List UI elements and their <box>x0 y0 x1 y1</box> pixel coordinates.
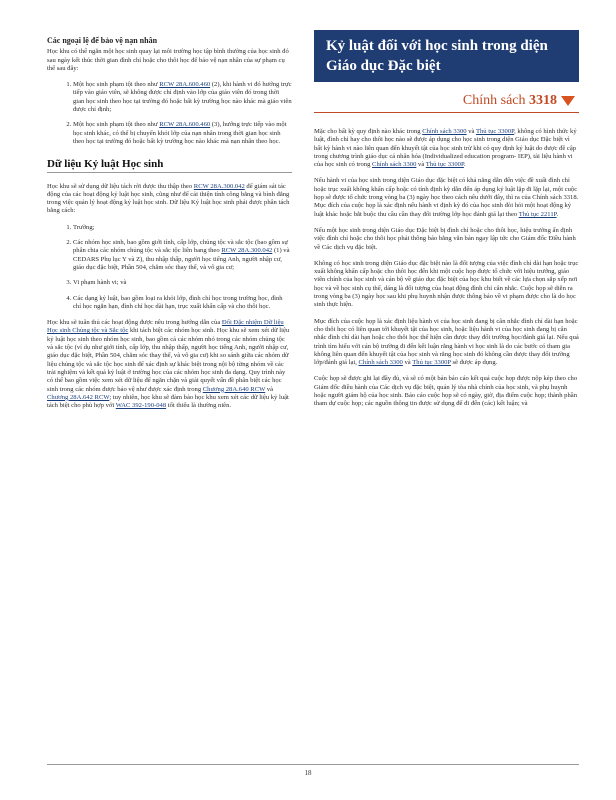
paragraph: Mục đích của cuộc họp là xác định liệu hành vi của học sinh đang bị cân nhắc đình chỉ dài hạn hoặc cho thôi học có liên quan tới khuyết tật của học sinh, hoặc liệu hành vi của học sinh đang bị cân nhắc đình chỉ dài hạn hoặc cho thôi học thể hiện cần được thay đổi trường học/đánh giá lại. Nếu quá trình tìm hiểu với cán bộ trường đi đến kết luận rằng hành vi học sinh là do các bước có tham gia không liên quan đến khuyết tật của học sinh và rằng học sinh đó không cần được thay đổi trường lớp/đánh giá lại, Chính sách 3300 và Thủ tục 3300P sẽ được áp dụng. <box>314 317 579 367</box>
wac-link[interactable]: WAC 392-190-048 <box>115 402 167 410</box>
paragraph: Cuộc họp sẽ được ghi lại đầy đủ, và sẽ có một bản báo cáo kết quả cuộc họp được nộp kèp theo cho Giám đốc điều hành của Các dịch vụ đặc biệt, quản lý tòa nhà chính của học sinh, và phụ huynh hoặc người giám hộ của học sinh. Báo cáo cuộc họp sẽ có ngày, giờ, địa điểm cuộc họp; thành phần tham dự cuộc họp; các nguồn thông tin được sử dụng để đi đến (các) kết luận; và <box>314 375 578 408</box>
rcw-link[interactable]: RCW 28A.300.042 <box>193 182 245 190</box>
discipline-data-intro: Học khu sẽ sử dụng dữ liệu tách rời được thu thập theo RCW 28A.300.042 để giám sát tác động của các hoạt động kỷ luật học sinh, cũng như để cải thiện tính công bằng và bình đẳng trong việc quản lý hoạt động kỷ luật học sinh. Dữ liệu Kỷ luật học sinh phải được phân tách bằng cách: <box>47 182 290 215</box>
data-review-paragraph: Học khu sẽ tuân thủ các hoạt động được nêu trong hướng dẫn của Đối Đặc nhiệm Dữ liệu Học sinh Chủng tộc và Sắc tộc khi tách biệt các nhóm học sinh. Học khu sẽ xem xét dữ liệu kỷ luật học sinh theo nhóm học sinh, bao gồm cả các nhóm nhỏ trong các nhóm chủng tộc và sắc tộc (ví dụ như giới tính, cấp lớp, thu nhập thấp, người học tiếng Anh, người nhập cư, giáo dục đặc biệt, Phần 504, chăm sóc thay thế, và vô gia cư) khi so sánh giữa các nhóm dữ liệu chủng tộc và sắc tộc học sinh để xác định sự khác biệt trong nội bộ từng nhóm về các trải nghiệm và kết quả kỷ luật ở trường học của các nhóm học sinh đa dạng. Quy trình này có thể bao gồm việc xem xét dữ liệu để ngăn chặn và giải quyết vấn đề phân biệt các học sinh trong các nhóm được bảo vệ như được xác định trong Chương 28A.640 RCW và Chương 28A.642 RCW; tuy nhiên, học khu sẽ đảm bảo học khu xem xét các dữ liệu kỷ luật tách biệt cho phù hợp với WAC 392-190-048 tốt thiểu là thường niên. <box>47 319 290 410</box>
exception-item: 1. Một học sinh phạm tội theo như RCW 28A.600.460 (2), khi hành vi đó hướng trực tiếp vào giáo viên, sẽ không được chỉ định vào lớp của giáo viên đó trong thời gian học sinh theo học tại trường đó hoặc bất kỳ trường học nào khác mà giáo viên được chỉ định; <box>73 81 292 114</box>
rcw-link[interactable]: RCW 28A.600.460 <box>159 81 211 89</box>
policy-link[interactable]: Chính sách 3300 <box>358 359 403 367</box>
paragraph: Mặc cho bất kỳ quy định nào khác trong Chính sách 3300 và Thủ tục 3300P, không có hình thức kỷ luật, đình chỉ hay cho thôi học nào sẽ được áp dụng cho học sinh trong diện Giáo dục Đặc biệt vì bất kỳ hành vi nào liên quan đến khuyết tật của học sinh trừ khi có quy định kỷ luật do được đề cập trong chương trình giáo dục cá nhân hóa (Individualized education program- IEP), tài liệu hành vi của học sinh có trong Chính sách 3300 và Thủ tục 3300P. <box>314 128 577 169</box>
procedure-link[interactable]: Thủ tục 3300P <box>475 128 515 135</box>
rcw-link[interactable]: Chương 28A.642 RCW <box>47 393 110 401</box>
triangle-down-icon <box>561 96 575 106</box>
rcw-link[interactable]: RCW 28A.300.042 <box>221 247 273 255</box>
rcw-link[interactable]: RCW 28A.600.460 <box>159 121 211 129</box>
list-item: 3. Vi phạm hành vi; và <box>73 279 292 287</box>
list-item: 4. Các dạng kỷ luật, bao gồm loại ra khỏi lớp, đình chỉ học trong trường học, đình chỉ học ngắn hạn, đình chỉ học dài hạn, trục xuất khẩn cấp và cho thôi học. <box>73 295 292 312</box>
procedure-link[interactable]: Thủ tục 2211P <box>518 210 557 218</box>
right-column <box>314 128 579 417</box>
task-force-link[interactable]: Đối Đặc nhiệm Dữ liệu Học sinh Chủng tộc và Sắc tộc <box>47 319 284 335</box>
paragraph: Không có học sinh trong diện Giáo dục đặc biệt nào là đối tượng của việc đình chỉ dài hạn hoặc trục xuất không khẩn cấp hoặc cho thôi học đến khi một cuộc họp được tổ chức với hiệu trưởng, giáo viên chính của học sinh và cán bộ về giáo dục đặc biệt của học khu biết về các lựa chọn sắp xếp nơi học và về học sinh cụ thể, dáng là đối tượng của hoạt động đình chỉ cân nhắc. Cuộc họp sẽ diễn ra trong vòng ba (3) ngày học sau khi phụ huynh nhận được thông báo về vi phạm được cho là do học sinh thực hiện. <box>314 259 579 309</box>
rcw-link[interactable]: Chương 28A.640 RCW <box>202 385 266 393</box>
paragraph: Nếu hành vi của học sinh trong diện Giáo dục đặc biệt có khả năng dẫn đến việc đề xuất đình chỉ hoặc trục xuất không khẩn cấp hoặc có tính định kỳ dẫn đến áp dụng kỷ luật lặp đi lặp lại, một cuộc họp sẽ được tổ chức trong vòng ba (3) ngày học theo cách nêu dưới đây, thì ra của Chính sách 3318. Mục đích của cuộc họp là xác định nếu hành vi định kỳ đó của học sinh đòi hỏi một hoạt động kỷ luật khác hoặc bắt buộc thu cầu cần thay đổi trường lớp học đánh giá lại theo Thủ tục 2211P. <box>314 177 579 218</box>
list-item: 1. Trường; <box>73 224 292 232</box>
policy-link[interactable]: Chính sách 3300 <box>422 128 467 135</box>
exceptions-intro: Học khu có thể ngăn một học sinh quay lại môi trường học tập bình thường của học sinh đó sau ngày kết thúc thời gian đình chỉ hoặc cho thôi học để bảo vệ nạn nhân của sự phạm cụ thể sau đây: <box>47 48 289 72</box>
procedure-link[interactable]: Thủ tục 3300P <box>425 161 464 169</box>
policy-link[interactable]: Chính sách 3300 <box>372 161 417 169</box>
list-item: 2. Các nhóm học sinh, bao gồm giới tính, cấp lớp, chủng tộc và sắc tộc (bao gồm sự phân chia các nhóm chủng tộc và sắc tộc liên bang theo RCW 28A.300.042 (1) và CEDARS Phụ lục Y và Z), thu nhập thấp, người học tiếng Anh, người nhập cư, giáo dục đặc biệt, Phần 504, chăm sóc thay thế, và vô gia cư; <box>73 239 292 272</box>
policy-label: Chính sách <box>462 93 526 108</box>
left-column <box>47 0 292 418</box>
exceptions-list <box>47 81 292 146</box>
procedure-link[interactable]: Thủ tục 3300P <box>412 359 451 367</box>
paragraph: Nếu một học sinh trong diện Giáo dục Đặc biệt bị đình chỉ hoặc cho thôi học, hiệu trưởng ấn định việc đình chỉ hoặc cho thôi học phải thông báo bằng văn bản ngay lập tức cho Giám đốc Điều hành về Các dịch vụ đặc biệt. <box>314 226 576 251</box>
disaggregation-list <box>47 224 292 311</box>
exception-item: 2. Một học sinh phạm tội theo như RCW 28A.600.460 (3), hướng trực tiếp vào một học sinh khác, có thể bị chuyển khỏi lớp của nạn nhân trong thời gian học sinh theo học tại trường đó hoặc bất kỳ trường học nào khác mà nạn nhân theo học. <box>73 121 292 146</box>
discipline-data-heading: Dữ liệu Kỷ luật Học sinh <box>47 160 292 172</box>
policy-header <box>314 90 579 113</box>
section-title-banner: Kỷ luật đối với học sinh trong diện Giáo dục Đặc biệt <box>314 30 579 82</box>
exceptions-heading: Các ngoại lệ để bảo vệ nạn nhân <box>47 36 158 45</box>
page-number: 18 <box>304 769 312 777</box>
footer-divider <box>47 764 579 765</box>
policy-number: 3318 <box>529 93 557 108</box>
